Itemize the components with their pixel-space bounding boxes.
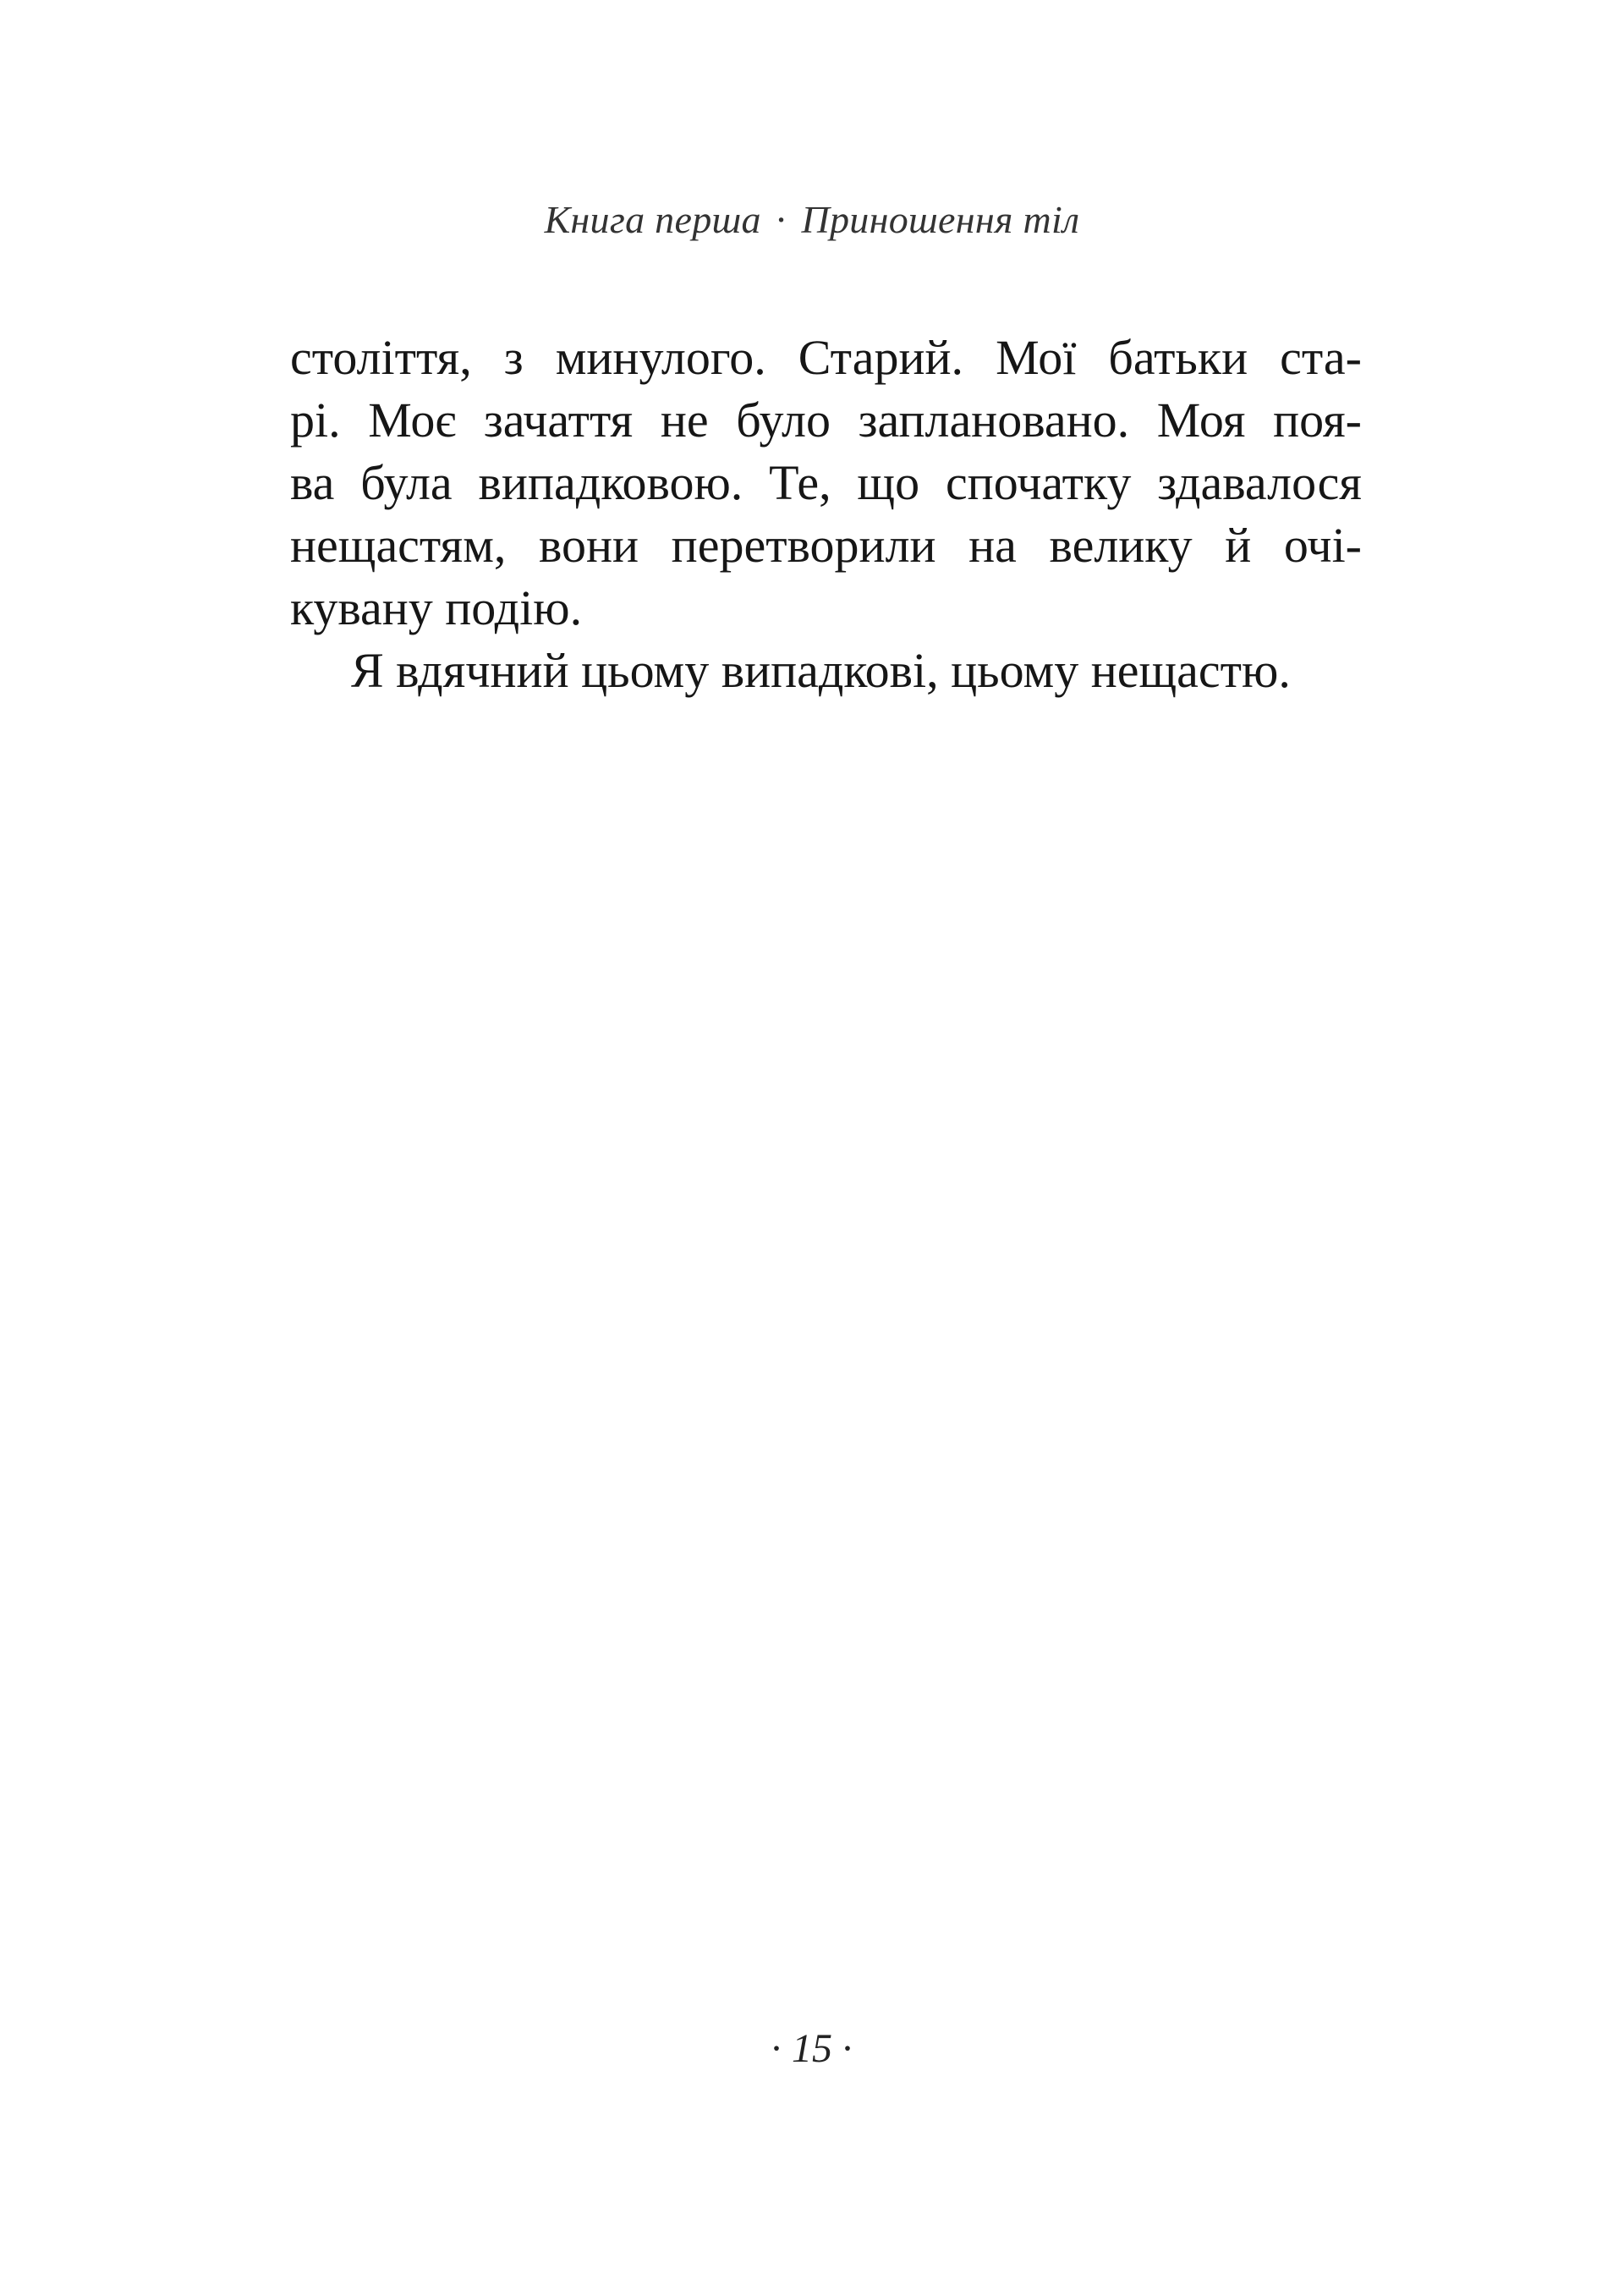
running-head-book: Книга перша xyxy=(544,198,761,241)
running-head-section: Приношення тіл xyxy=(801,198,1080,241)
text-line: нещастям, вони перетворили на велику й очі- xyxy=(290,518,1362,573)
page-number xyxy=(0,2024,1624,2074)
folio-left-dot: · xyxy=(770,2026,783,2071)
text-line: кувану подію. xyxy=(290,580,583,635)
paragraph-2 xyxy=(290,640,1362,702)
body-text xyxy=(290,327,1362,702)
paragraph-1 xyxy=(290,327,1362,640)
text-line: Я вдячний цьому випадкові, цьому нещастю. xyxy=(351,643,1291,698)
running-head xyxy=(0,195,1624,245)
text-line: століття, з минулого. Старий. Мої батьки ста- xyxy=(290,330,1362,385)
folio-number: 15 xyxy=(792,2026,832,2071)
text-line: ва була випадковою. Те, що спочатку здавалося xyxy=(290,455,1362,510)
text-line: рі. Моє зачаття не було заплановано. Моя поя- xyxy=(290,393,1362,448)
folio-right-dot: · xyxy=(841,2026,854,2071)
running-head-separator: · xyxy=(774,198,788,241)
